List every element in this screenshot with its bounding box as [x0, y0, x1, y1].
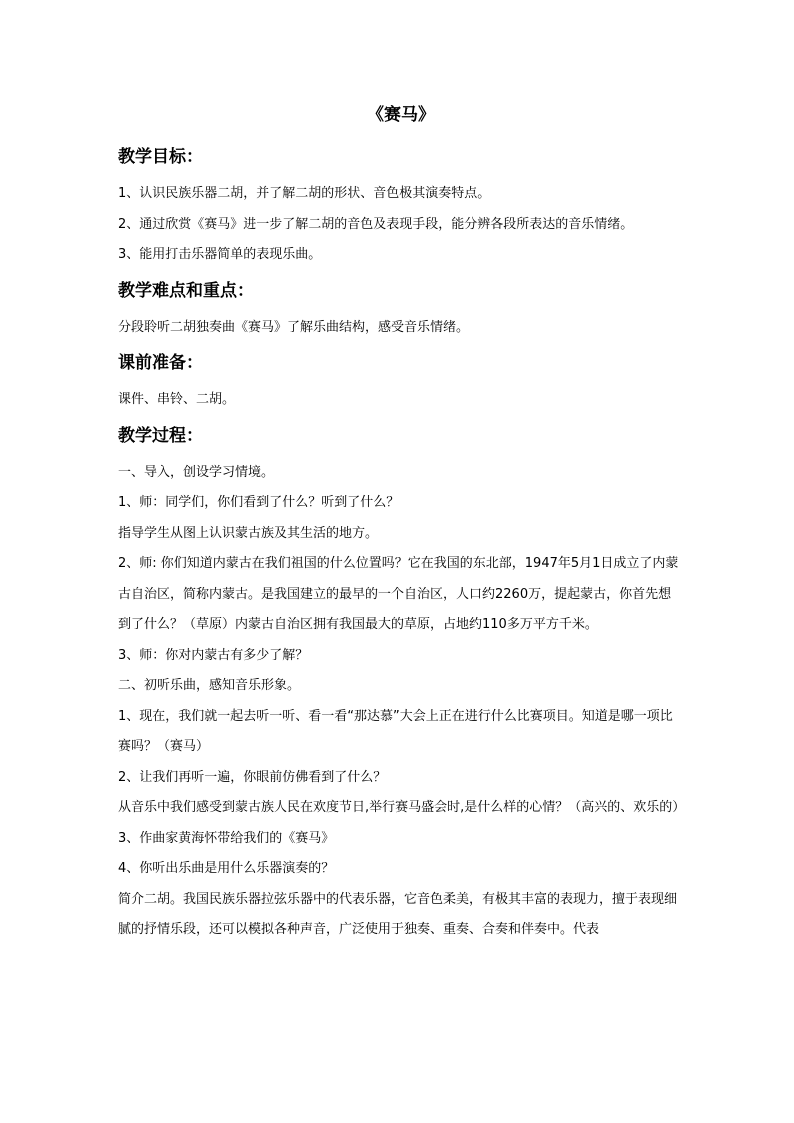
paragraph: 1、师：同学们，你们看到了什么？听到了什么？ [118, 495, 400, 510]
section-preparation [118, 351, 684, 416]
section-heading: 课前准备： [118, 353, 203, 373]
paragraph: 3、作曲家黄海怀带给我们的《赛马》 [118, 830, 335, 846]
paragraph: 3、能用打击乐器简单的表现乐曲。 [118, 247, 322, 262]
section-teaching-process [118, 424, 684, 946]
section-heading: 教学目标： [118, 147, 203, 167]
paragraph: 从音乐中我们感受到蒙古族人民在欢度节日,举行赛马盛会时,是什么样的心情？（高兴的、欢乐的） [118, 800, 686, 815]
paragraph: 2、让我们再听一遍，你眼前仿佛看到了什么？ [118, 769, 387, 785]
paragraph: 4、你听出乐曲是用什么乐器演奏的？ [118, 861, 335, 876]
paragraph: 课件、串铃、二胡。 [118, 392, 236, 407]
paragraph: 2、师: 你们知道内蒙古在我们祖国的什么位置吗？它在我国的东北部，1947年5月1日成立了内蒙古自治区，简称内蒙古。是我国建立的最早的一个自治区，人口约2260万，提起蒙古，你首先想到了什么？（草原）内蒙古自治区拥有我国最大的草原，占地约110多万平方千米。 [118, 556, 679, 632]
paragraph: 一、导入，创设学习情境。 [118, 464, 275, 480]
section-heading: 教学难点和重点： [118, 280, 254, 301]
document-body [118, 103, 684, 946]
paragraph: 3、师：你对内蒙古有多少了解？ [118, 647, 309, 663]
paragraph: 2、通过欣赏《赛马》进一步了解二胡的音色及表现手段，能分辨各段所表达的音乐情绪。 [118, 216, 634, 232]
paragraph: 简介二胡。我国民族乐器拉弦乐器中的代表乐器，它音色柔美，有极其丰富的表现力，擅于表现细腻的抒情乐段，还可以模拟各种声音，广泛使用于独奏、重奏、合奏和伴奏中。代表 [118, 891, 678, 937]
section-heading: 教学过程： [118, 425, 203, 446]
paragraph: 指导学生从图上认识蒙古族及其生活的地方。 [118, 525, 379, 541]
section-key-points [118, 279, 684, 344]
paragraph: 1、现在，我们就一起去听一听、看一看“那达慕”大会上正在进行什么比赛项目。知道是哪一项比赛吗？（赛马） [118, 708, 673, 754]
document-title: 《赛马》 [367, 105, 435, 125]
paragraph: 二、初听乐曲，感知音乐形象。 [118, 678, 301, 693]
paragraph: 分段聆听二胡独奏曲《赛马》了解乐曲结构，感受音乐情绪。 [118, 319, 470, 335]
section-teaching-goals [118, 145, 684, 271]
paragraph: 1、认识民族乐器二胡，并了解二胡的形状、音色极其演奏特点。 [118, 186, 491, 201]
